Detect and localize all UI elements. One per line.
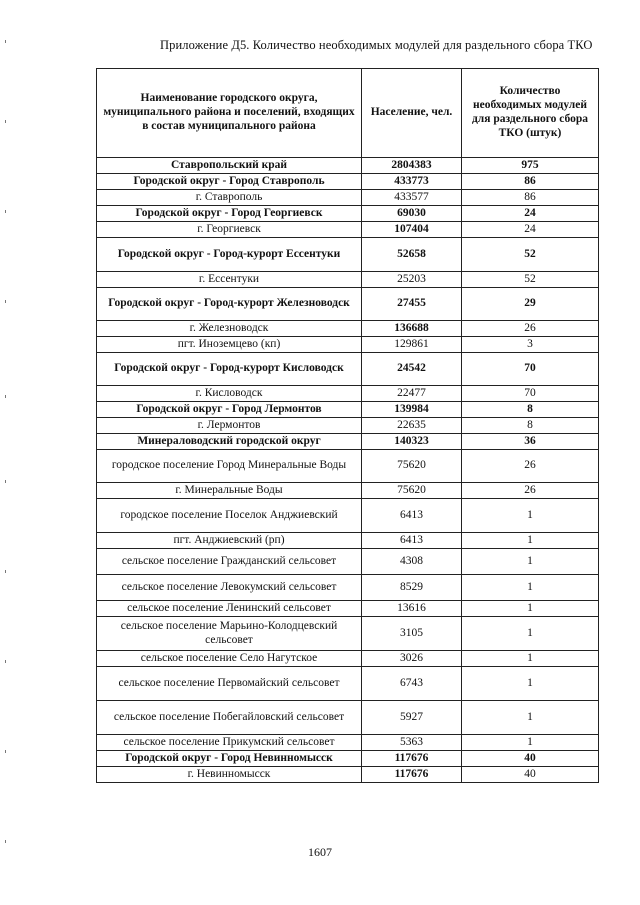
cell-name: г. Невинномысск [97, 767, 362, 783]
cell-name: сельское поселение Первомайский сельсовет [97, 667, 362, 701]
cell-population: 4308 [362, 549, 462, 575]
cell-population: 3105 [362, 617, 462, 651]
cell-name: сельское поселение Марьино-Колодцевский сельсовет [97, 617, 362, 651]
table-row [97, 386, 599, 402]
cell-name: г. Ставрополь [97, 190, 362, 206]
cell-name: Городской округ - Город Ставрополь [97, 174, 362, 190]
cell-modules: 1 [462, 575, 599, 601]
cell-population: 69030 [362, 206, 462, 222]
cell-population: 25203 [362, 272, 462, 288]
cell-population: 140323 [362, 434, 462, 450]
table-row [97, 190, 599, 206]
cell-population: 3026 [362, 651, 462, 667]
cell-modules: 52 [462, 272, 599, 288]
header-modules: Количество необходимых модулей для раздельного сбора ТКО (штук) [462, 69, 599, 158]
cell-name: г. Георгиевск [97, 222, 362, 238]
cell-name: городское поселение Город Минеральные Воды [97, 450, 362, 483]
page-number: 1607 [308, 845, 332, 859]
cell-name: Городской округ - Город Невинномысск [97, 751, 362, 767]
table-row [97, 450, 599, 483]
cell-population: 139984 [362, 402, 462, 418]
cell-modules: 26 [462, 321, 599, 337]
table-row [97, 321, 599, 337]
cell-population: 8529 [362, 575, 462, 601]
table-row [97, 158, 599, 174]
table-row [97, 575, 599, 601]
table-row [97, 418, 599, 434]
table-row [97, 483, 599, 499]
table-row [97, 549, 599, 575]
table-row [97, 288, 599, 321]
table-row [97, 174, 599, 190]
cell-name: Городской округ - Город-курорт Кисловодск [97, 353, 362, 386]
cell-modules: 26 [462, 450, 599, 483]
cell-population: 136688 [362, 321, 462, 337]
cell-population: 6413 [362, 533, 462, 549]
cell-modules: 1 [462, 533, 599, 549]
cell-name: городское поселение Поселок Анджиевский [97, 499, 362, 533]
cell-population: 75620 [362, 450, 462, 483]
cell-name: сельское поселение Прикумский сельсовет [97, 735, 362, 751]
cell-name: пгт. Иноземцево (кп) [97, 337, 362, 353]
cell-name: г. Ессентуки [97, 272, 362, 288]
cell-population: 117676 [362, 767, 462, 783]
cell-population: 52658 [362, 238, 462, 272]
cell-name: Городской округ - Город-курорт Ессентуки [97, 238, 362, 272]
cell-name: сельское поселение Левокумский сельсовет [97, 575, 362, 601]
table-row [97, 402, 599, 418]
table-row [97, 222, 599, 238]
table-row [97, 238, 599, 272]
table-row [97, 434, 599, 450]
cell-population: 6413 [362, 499, 462, 533]
table-row [97, 701, 599, 735]
cell-modules: 8 [462, 402, 599, 418]
cell-name: г. Минеральные Воды [97, 483, 362, 499]
cell-modules: 1 [462, 667, 599, 701]
cell-modules: 8 [462, 418, 599, 434]
cell-name: сельское поселение Ленинский сельсовет [97, 601, 362, 617]
table-row [97, 533, 599, 549]
header-name: Наименование городского округа, муниципального района и поселений, входящих в состав муниципального района [97, 69, 362, 158]
table-row [97, 499, 599, 533]
cell-population: 75620 [362, 483, 462, 499]
cell-population: 117676 [362, 751, 462, 767]
table-row [97, 735, 599, 751]
table-row [97, 751, 599, 767]
cell-modules: 70 [462, 353, 599, 386]
table-row [97, 353, 599, 386]
cell-name: Городской округ - Город Георгиевск [97, 206, 362, 222]
table-row [97, 272, 599, 288]
cell-population: 22635 [362, 418, 462, 434]
modules-table [96, 68, 599, 783]
table-row [97, 651, 599, 667]
cell-population: 433577 [362, 190, 462, 206]
cell-modules: 1 [462, 701, 599, 735]
cell-modules: 1 [462, 601, 599, 617]
cell-modules: 36 [462, 434, 599, 450]
cell-modules: 1 [462, 651, 599, 667]
cell-modules: 1 [462, 499, 599, 533]
header-population: Население, чел. [362, 69, 462, 158]
cell-name: г. Кисловодск [97, 386, 362, 402]
cell-name: пгт. Анджиевский (рп) [97, 533, 362, 549]
cell-population: 6743 [362, 667, 462, 701]
cell-modules: 40 [462, 751, 599, 767]
cell-modules: 86 [462, 174, 599, 190]
cell-population: 2804383 [362, 158, 462, 174]
table-row [97, 767, 599, 783]
cell-name: Минераловодский городской округ [97, 434, 362, 450]
cell-population: 433773 [362, 174, 462, 190]
cell-name: сельское поселение Гражданский сельсовет [97, 549, 362, 575]
table-body [97, 158, 599, 783]
table-row [97, 667, 599, 701]
cell-modules: 3 [462, 337, 599, 353]
cell-population: 107404 [362, 222, 462, 238]
cell-modules: 24 [462, 222, 599, 238]
page-title: Приложение Д5. Количество необходимых модулей для раздельного сбора ТКО [160, 38, 593, 52]
table-row [97, 206, 599, 222]
cell-population: 27455 [362, 288, 462, 321]
cell-name: сельское поселение Побегайловский сельсовет [97, 701, 362, 735]
cell-population: 13616 [362, 601, 462, 617]
cell-modules: 52 [462, 238, 599, 272]
cell-name: Городской округ - Город Лермонтов [97, 402, 362, 418]
table-row [97, 601, 599, 617]
cell-name: сельское поселение Село Нагутское [97, 651, 362, 667]
table-header-row [97, 69, 599, 158]
cell-name: Городской округ - Город-курорт Железноводск [97, 288, 362, 321]
cell-modules: 29 [462, 288, 599, 321]
cell-modules: 70 [462, 386, 599, 402]
cell-modules: 1 [462, 549, 599, 575]
scan-margin-marks [5, 0, 7, 905]
cell-modules: 26 [462, 483, 599, 499]
cell-name: Ставропольский край [97, 158, 362, 174]
cell-population: 22477 [362, 386, 462, 402]
cell-population: 24542 [362, 353, 462, 386]
cell-modules: 40 [462, 767, 599, 783]
cell-name: г. Лермонтов [97, 418, 362, 434]
cell-population: 129861 [362, 337, 462, 353]
cell-modules: 975 [462, 158, 599, 174]
cell-population: 5927 [362, 701, 462, 735]
cell-population: 5363 [362, 735, 462, 751]
cell-modules: 24 [462, 206, 599, 222]
cell-modules: 1 [462, 617, 599, 651]
cell-modules: 86 [462, 190, 599, 206]
cell-modules: 1 [462, 735, 599, 751]
table-row [97, 617, 599, 651]
table-row [97, 337, 599, 353]
cell-name: г. Железноводск [97, 321, 362, 337]
